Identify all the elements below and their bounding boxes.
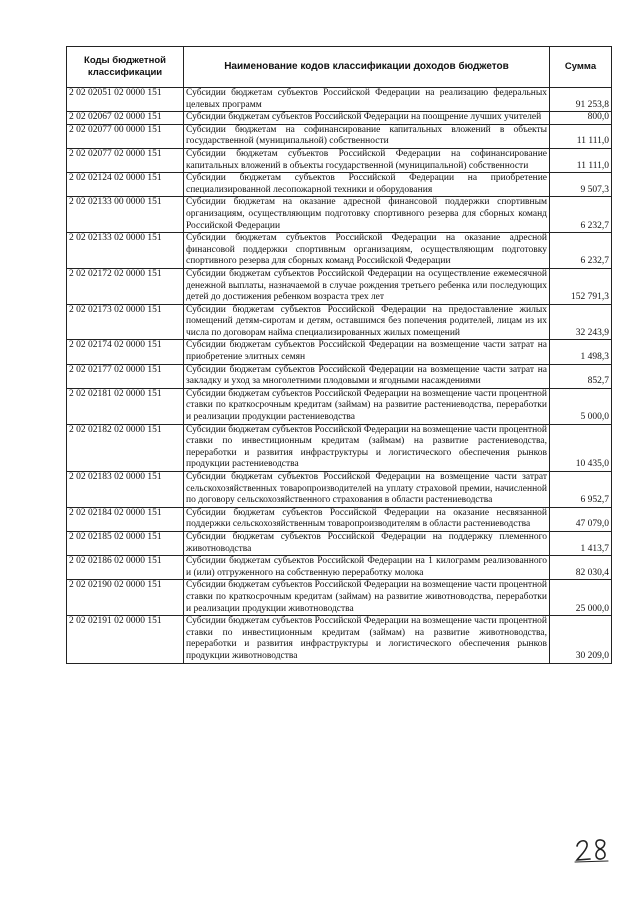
table-row — [67, 88, 612, 112]
code-cell: 2 02 02077 02 0000 151 — [67, 148, 184, 172]
table-row — [67, 340, 612, 364]
table-row — [67, 148, 612, 172]
amount-cell: 91 253,8 — [550, 88, 612, 112]
amount-cell: 30 209,0 — [550, 616, 612, 663]
amount-cell: 6 232,7 — [550, 233, 612, 269]
amount-cell: 47 079,0 — [550, 507, 612, 531]
desc-cell: Субсидии бюджетам субъектов Российской Федерации на оказание несвязанной поддержки сельскохозяйственным товаропроизводителям в области растениеводства — [184, 507, 550, 531]
table-row — [67, 173, 612, 197]
table-row — [67, 531, 612, 555]
desc-cell: Субсидии бюджетам субъектов Российской Федерации на реализацию федеральных целевых программ — [184, 88, 550, 112]
table-header-row — [67, 47, 612, 88]
code-cell: 2 02 02051 02 0000 151 — [67, 88, 184, 112]
table-row — [67, 124, 612, 148]
desc-cell: Субсидии бюджетам субъектов Российской Федерации на 1 килограмм реализованного и (или) отгруженного на собственную переработку молока — [184, 556, 550, 580]
table-body — [67, 88, 612, 664]
desc-cell: Субсидии бюджетам субъектов Российской Федерации на возмещение части затрат на приобретение элитных семян — [184, 340, 550, 364]
header-name: Наименование кодов классификации доходов бюджетов — [184, 47, 550, 88]
header-code: Коды бюджетной классификации — [67, 47, 184, 88]
table-row — [67, 112, 612, 125]
desc-cell: Субсидии бюджетам на софинансирование капитальных вложений в объекты государственной (муниципальной) собственности — [184, 124, 550, 148]
amount-cell: 11 111,0 — [550, 148, 612, 172]
amount-cell: 6 232,7 — [550, 197, 612, 233]
amount-cell: 10 435,0 — [550, 424, 612, 471]
desc-cell: Субсидии бюджетам субъектов Российской Федерации на осуществление ежемесячной денежной выплаты, назначаемой в случае рождения третьего ребенка или последующих детей до достижения ребенком возраста трех лет — [184, 268, 550, 304]
code-cell: 2 02 02184 02 0000 151 — [67, 507, 184, 531]
desc-cell: Субсидии бюджетам субъектов Российской Федерации на приобретение специализированной лесопожарной техники и оборудования — [184, 173, 550, 197]
amount-cell: 9 507,3 — [550, 173, 612, 197]
desc-cell: Субсидии бюджетам на оказание адресной финансовой поддержки спортивным организациям, осуществляющим подготовку спортивного резерва для сборных команд Российской Федерации — [184, 197, 550, 233]
table-row — [67, 233, 612, 269]
code-cell: 2 02 02183 02 0000 151 — [67, 472, 184, 508]
amount-cell: 32 243,9 — [550, 304, 612, 340]
desc-cell: Субсидии бюджетам субъектов Российской Федерации на возмещение части процентной ставки по инвестиционным кредитам (займам) на развитие животноводства, переработки и развития инфраструктуры и логистического обеспечения рынков продукции животноводства — [184, 616, 550, 663]
table-row — [67, 268, 612, 304]
desc-cell: Субсидии бюджетам субъектов Российской Федерации на возмещение части затрат сельскохозяйственных товаропроизводителей на уплату страховой премии, начисленной по договору сельскохозяйственного страхования в области растениеводства — [184, 472, 550, 508]
code-cell: 2 02 02133 02 0000 151 — [67, 233, 184, 269]
table-row — [67, 580, 612, 616]
code-cell: 2 02 02191 02 0000 151 — [67, 616, 184, 663]
code-cell: 2 02 02133 00 0000 151 — [67, 197, 184, 233]
desc-cell: Субсидии бюджетам субъектов Российской Федерации на возмещение части процентной ставки по краткосрочным кредитам (займам) на развитие животноводства, переработки и реализации продукции животноводства — [184, 580, 550, 616]
handwritten-28-glyph — [574, 836, 610, 864]
amount-cell: 5 000,0 — [550, 388, 612, 424]
code-cell: 2 02 02190 02 0000 151 — [67, 580, 184, 616]
amount-cell: 800,0 — [550, 112, 612, 125]
table-row — [67, 616, 612, 663]
desc-cell: Субсидии бюджетам субъектов Российской Федерации на возмещение части затрат на закладку и уход за многолетними плодовыми и ягодными насаждениями — [184, 364, 550, 388]
code-cell: 2 02 02174 02 0000 151 — [67, 340, 184, 364]
amount-cell: 152 791,3 — [550, 268, 612, 304]
desc-cell: Субсидии бюджетам субъектов Российской Федерации на возмещение части процентной ставки по краткосрочным кредитам (займам) на развитие растениеводства, переработки и реализации продукции растениеводства — [184, 388, 550, 424]
code-cell: 2 02 02185 02 0000 151 — [67, 531, 184, 555]
amount-cell: 25 000,0 — [550, 580, 612, 616]
code-cell: 2 02 02077 00 0000 151 — [67, 124, 184, 148]
table-row — [67, 424, 612, 471]
desc-cell: Субсидии бюджетам субъектов Российской Федерации на поддержку племенного животноводства — [184, 531, 550, 555]
table-row — [67, 556, 612, 580]
code-cell: 2 02 02182 02 0000 151 — [67, 424, 184, 471]
code-cell: 2 02 02173 02 0000 151 — [67, 304, 184, 340]
desc-cell: Субсидии бюджетам субъектов Российской Федерации на оказание адресной финансовой поддержки спортивным организациям, осуществляющим подготовку спортивного резерва для сборных команд Российской Федерации — [184, 233, 550, 269]
desc-cell: Субсидии бюджетам субъектов Российской Федерации на софинансирование капитальных вложений в объекты государственной (муниципальной) собственности — [184, 148, 550, 172]
amount-cell: 11 111,0 — [550, 124, 612, 148]
table-row — [67, 304, 612, 340]
amount-cell: 1 498,3 — [550, 340, 612, 364]
amount-cell: 6 952,7 — [550, 472, 612, 508]
desc-cell: Субсидии бюджетам субъектов Российской Федерации на предоставление жилых помещений детям-сиротам и детям, оставшимся без попечения родителей, лицам из их числа по договорам найма специализированных жилых помещений — [184, 304, 550, 340]
code-cell: 2 02 02177 02 0000 151 — [67, 364, 184, 388]
desc-cell: Субсидии бюджетам субъектов Российской Федерации на поощрение лучших учителей — [184, 112, 550, 125]
code-cell: 2 02 02181 02 0000 151 — [67, 388, 184, 424]
table-row — [67, 472, 612, 508]
amount-cell: 852,7 — [550, 364, 612, 388]
table-row — [67, 364, 612, 388]
table-row — [67, 197, 612, 233]
amount-cell: 1 413,7 — [550, 531, 612, 555]
table-row — [67, 388, 612, 424]
budget-revenue-table — [66, 46, 612, 664]
code-cell: 2 02 02172 02 0000 151 — [67, 268, 184, 304]
code-cell: 2 02 02186 02 0000 151 — [67, 556, 184, 580]
desc-cell: Субсидии бюджетам субъектов Российской Федерации на возмещение части процентной ставки по инвестиционным кредитам (займам) на развитие растениеводства, переработки и развития инфраструктуры и логистического обеспечения рынков продукции растениеводства — [184, 424, 550, 471]
header-sum: Сумма — [550, 47, 612, 88]
code-cell: 2 02 02067 02 0000 151 — [67, 112, 184, 125]
amount-cell: 82 030,4 — [550, 556, 612, 580]
table-row — [67, 507, 612, 531]
handwritten-page-number — [574, 836, 610, 864]
code-cell: 2 02 02124 02 0000 151 — [67, 173, 184, 197]
